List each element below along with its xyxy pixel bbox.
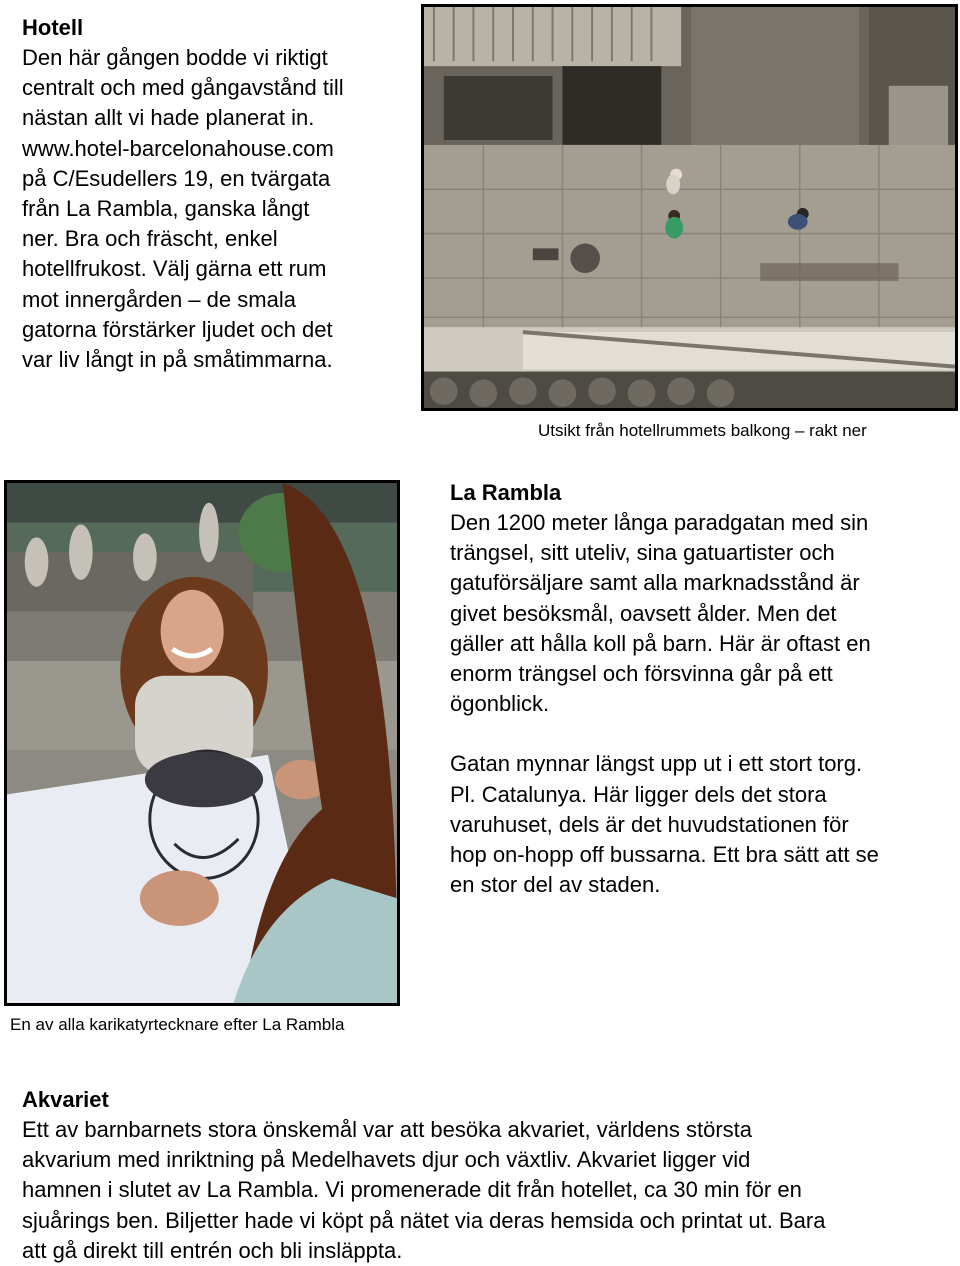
text-line: gatorna förstärker ljudet och det bbox=[22, 316, 333, 342]
text-line: akvarium med inriktning på Medelhavets djur och växtliv. Akvariet ligger vid bbox=[22, 1147, 751, 1173]
text-line: från La Rambla, ganska långt bbox=[22, 196, 310, 222]
text-line: nästan allt vi hade planerat in. bbox=[22, 105, 315, 131]
text-line: en stor del av staden. bbox=[450, 872, 661, 898]
rambla-section bbox=[450, 478, 950, 900]
street-from-above-image bbox=[424, 7, 955, 408]
text-line: hop on-hopp off bussarna. Ett bra sätt att se bbox=[450, 842, 879, 868]
text-line: var liv långt in på småtimmarna. bbox=[22, 347, 333, 373]
rambla-heading: La Rambla bbox=[450, 480, 562, 505]
caricature-photo bbox=[4, 480, 400, 1006]
text-line: Den här gången bodde vi riktigt bbox=[22, 45, 328, 70]
text-line: trängsel, sitt uteliv, sina gatuartister och bbox=[450, 540, 835, 566]
text-line: Den 1200 meter långa paradgatan med sin bbox=[450, 510, 869, 535]
text-line: gatuförsäljare samt alla marknadsstånd är bbox=[450, 570, 860, 596]
text-line: gäller att hålla koll på barn. Här är oftast en bbox=[450, 630, 871, 656]
caricature-photo-caption: En av alla karikatyrtecknare efter La Rambla bbox=[10, 1015, 345, 1034]
text-line: Gatan mynnar längst upp ut i ett stort torg. bbox=[450, 751, 863, 777]
balcony-photo-caption: Utsikt från hotellrummets balkong – rakt ner bbox=[538, 421, 867, 440]
aquarium-section bbox=[22, 1085, 952, 1266]
balcony-photo bbox=[421, 4, 958, 411]
caricature-artist-image bbox=[7, 483, 397, 1003]
text-line: sjuårings ben. Biljetter hade vi köpt på nätet via deras hemsida och printat ut. Bara bbox=[22, 1207, 826, 1233]
hotel-website-link[interactable]: www.hotel-barcelonahouse.com bbox=[22, 135, 334, 161]
text-line: hotellfrukost. Välj gärna ett rum bbox=[22, 256, 327, 282]
text-line: på C/Esudellers 19, en tvärgata bbox=[22, 165, 331, 191]
text-line: centralt och med gångavstånd till bbox=[22, 75, 344, 101]
text-line: givet besöksmål, oavsett ålder. Men det bbox=[450, 600, 837, 626]
aquarium-heading: Akvariet bbox=[22, 1087, 109, 1112]
text-line: enorm trängsel och försvinna går på ett bbox=[450, 661, 833, 687]
text-line: mot innergården – de smala bbox=[22, 286, 296, 312]
hotel-heading: Hotell bbox=[22, 15, 84, 40]
text-line: ner. Bra och fräscht, enkel bbox=[22, 226, 278, 252]
rambla-text-2 bbox=[450, 749, 950, 900]
text-line: hamnen i slutet av La Rambla. Vi promenerade dit från hotellet, ca 30 min för en bbox=[22, 1177, 802, 1203]
text-line: Pl. Catalunya. Här ligger dels det stora bbox=[450, 781, 827, 807]
hotel-text bbox=[22, 43, 412, 375]
text-line: att gå direkt till entrén och bli insläppta. bbox=[22, 1237, 403, 1263]
hotel-section bbox=[22, 13, 412, 375]
text-line: ögonblick. bbox=[450, 691, 550, 717]
text-line: Ett av barnbarnets stora önskemål var att besöka akvariet, världens största bbox=[22, 1117, 753, 1142]
rambla-text bbox=[450, 508, 950, 719]
text-line: varuhuset, dels är det huvudstationen för bbox=[450, 811, 849, 837]
aquarium-text bbox=[22, 1115, 952, 1266]
